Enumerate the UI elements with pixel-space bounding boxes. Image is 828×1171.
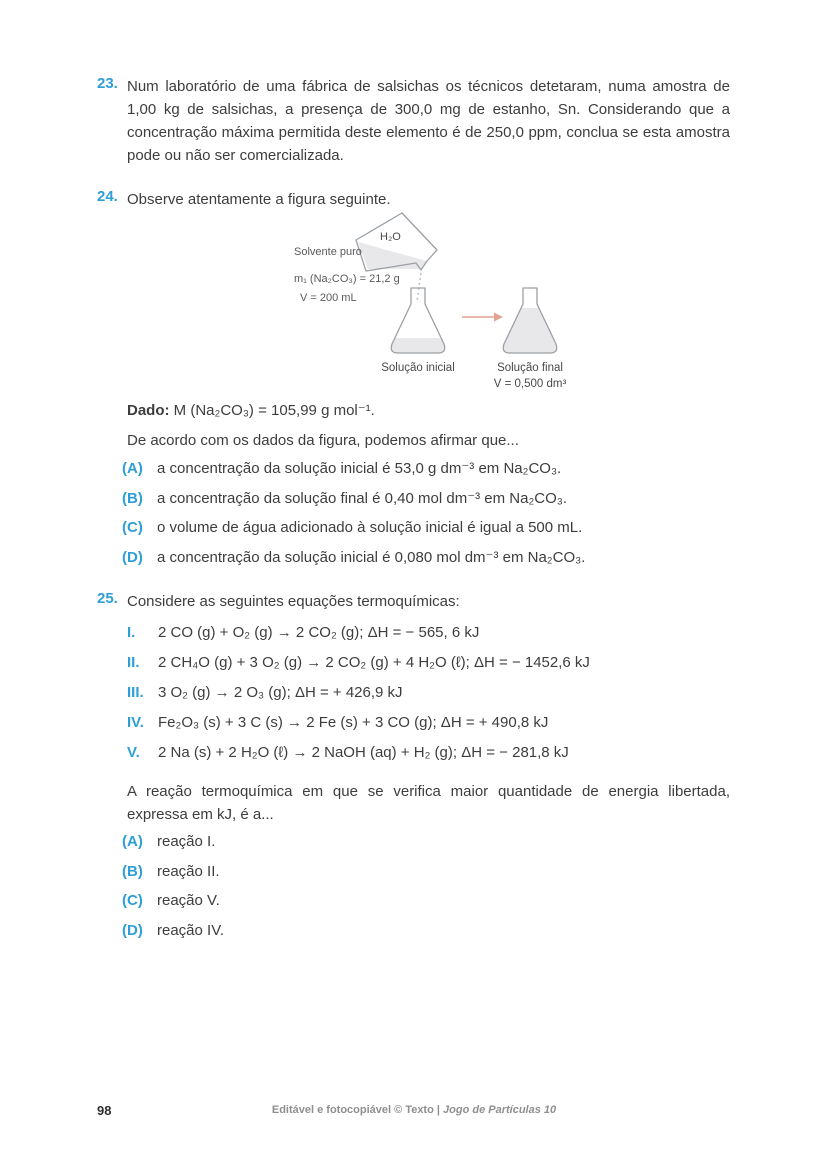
option-a <box>122 830 730 853</box>
option-a-letter: (A) <box>122 833 143 850</box>
final-flask-liquid <box>503 308 557 353</box>
question-23-number: 23. <box>97 75 118 92</box>
option-b-text: a concentração da solução final é 0,40 mol dm⁻³ em Na₂CO₃. <box>157 489 568 507</box>
question-23-text: Num laboratório de uma fábrica de salsichas os técnicos detetaram, numa amostra de 1,00 kg de salsichas, a presença de 300,0 mg de estanho, Sn. Considerando que a concentração máxima permitida deste elemento é de 250,0 ppm, conclua se esta amostra pode ou não ser comercializada. <box>127 78 730 164</box>
equation-3-text: 3 O₂ (g) → 2 O₃ (g); ΔH = + 426,9 kJ <box>158 684 403 701</box>
beaker-label: H₂O <box>380 231 401 243</box>
dado-line <box>127 399 730 422</box>
equation-5 <box>127 741 730 764</box>
option-d-letter: (D) <box>122 548 143 566</box>
option-c-letter: (C) <box>122 519 143 536</box>
equation-2-text: 2 CH₄O (g) + 3 O₂ (g) → 2 CO₂ (g) + 4 H₂O (ℓ); ΔH = − 1452,6 kJ <box>158 654 590 671</box>
option-c <box>122 889 730 912</box>
volume-label: V = 200 mL <box>300 292 357 304</box>
initial-flask-liquid <box>391 338 445 353</box>
question-23 <box>97 75 730 167</box>
question-24-text: Observe atentamente a figura seguinte. <box>127 191 391 208</box>
option-b <box>122 487 730 510</box>
question-24-number: 24. <box>97 188 118 205</box>
equation-3-numeral: III. <box>127 684 144 701</box>
option-a <box>122 457 730 480</box>
option-b-text: reação II. <box>157 862 220 880</box>
equation-2-numeral: II. <box>127 654 140 671</box>
question-25-options <box>122 830 730 948</box>
final-solution-caption: Solução final <box>497 362 563 374</box>
dado-label: Dado: <box>127 402 170 419</box>
footer-book-title: Jogo de Partículas 10 <box>443 1104 557 1116</box>
equation-2 <box>127 651 730 674</box>
option-a-text: a concentração da solução inicial é 53,0 g dm⁻³ em Na₂CO₃. <box>157 460 562 477</box>
equation-4 <box>127 711 730 734</box>
equation-5-text: 2 Na (s) + 2 H₂O (ℓ) → 2 NaOH (aq) + H₂ (g); ΔH = − 281,8 kJ <box>158 744 569 761</box>
option-d-letter: (D) <box>122 921 143 939</box>
option-a-letter: (A) <box>122 460 143 477</box>
option-b <box>122 860 730 883</box>
question-24-options <box>122 457 730 575</box>
dilution-figure <box>280 205 750 403</box>
question-25-stem: A reação termoquímica em que se verifica maior quantidade de energia libertada, expressa em kJ, é a... <box>127 783 730 823</box>
option-d <box>122 919 730 942</box>
pour-stream <box>417 273 421 301</box>
question-25-number: 25. <box>97 590 118 607</box>
dado-value: M (Na₂CO₃) = 105,99 g mol⁻¹. <box>169 402 375 419</box>
final-volume-caption: V = 0,500 dm³ <box>493 378 567 390</box>
question-25 <box>97 590 730 613</box>
equation-1-text: 2 CO (g) + O₂ (g) → 2 CO₂ (g); ΔH = − 565, 6 kJ <box>158 624 480 641</box>
equation-5-numeral: V. <box>127 744 140 761</box>
option-b-letter: (B) <box>122 489 143 507</box>
equation-1-numeral: I. <box>127 624 136 641</box>
option-c-text: o volume de água adicionado à solução inicial é igual a 500 mL. <box>157 519 583 536</box>
solvent-label: Solvente puro <box>294 246 362 258</box>
transform-arrow-head <box>494 313 503 322</box>
page-number: 98 <box>97 1103 112 1118</box>
option-c-letter: (C) <box>122 892 143 909</box>
option-d-text: reação IV. <box>157 921 224 939</box>
equation-4-text: Fe₂O₃ (s) + 3 C (s) → 2 Fe (s) + 3 CO (g); ΔH = + 490,8 kJ <box>158 714 549 731</box>
equation-4-numeral: IV. <box>127 714 144 731</box>
equation-1 <box>127 621 730 644</box>
initial-solution-caption: Solução inicial <box>381 362 455 374</box>
footer-text: Editável e fotocopiável © Texto | <box>271 1104 444 1116</box>
option-c <box>122 516 730 539</box>
option-d <box>122 546 730 569</box>
option-a-text: reação I. <box>157 833 216 850</box>
equation-3 <box>127 681 730 704</box>
question-25-text: Considere as seguintes equações termoquímicas: <box>127 593 460 610</box>
mass-label: m₁ (Na₂CO₃) = 21,2 g <box>294 273 400 285</box>
option-c-text: reação V. <box>157 892 220 909</box>
question-24-stem: De acordo com os dados da figura, podemos afirmar que... <box>127 432 519 449</box>
option-b-letter: (B) <box>122 862 143 880</box>
equation-list <box>127 621 730 771</box>
footer <box>0 1104 828 1116</box>
option-d-text: a concentração da solução inicial é 0,080 mol dm⁻³ em Na₂CO₃. <box>157 548 586 566</box>
